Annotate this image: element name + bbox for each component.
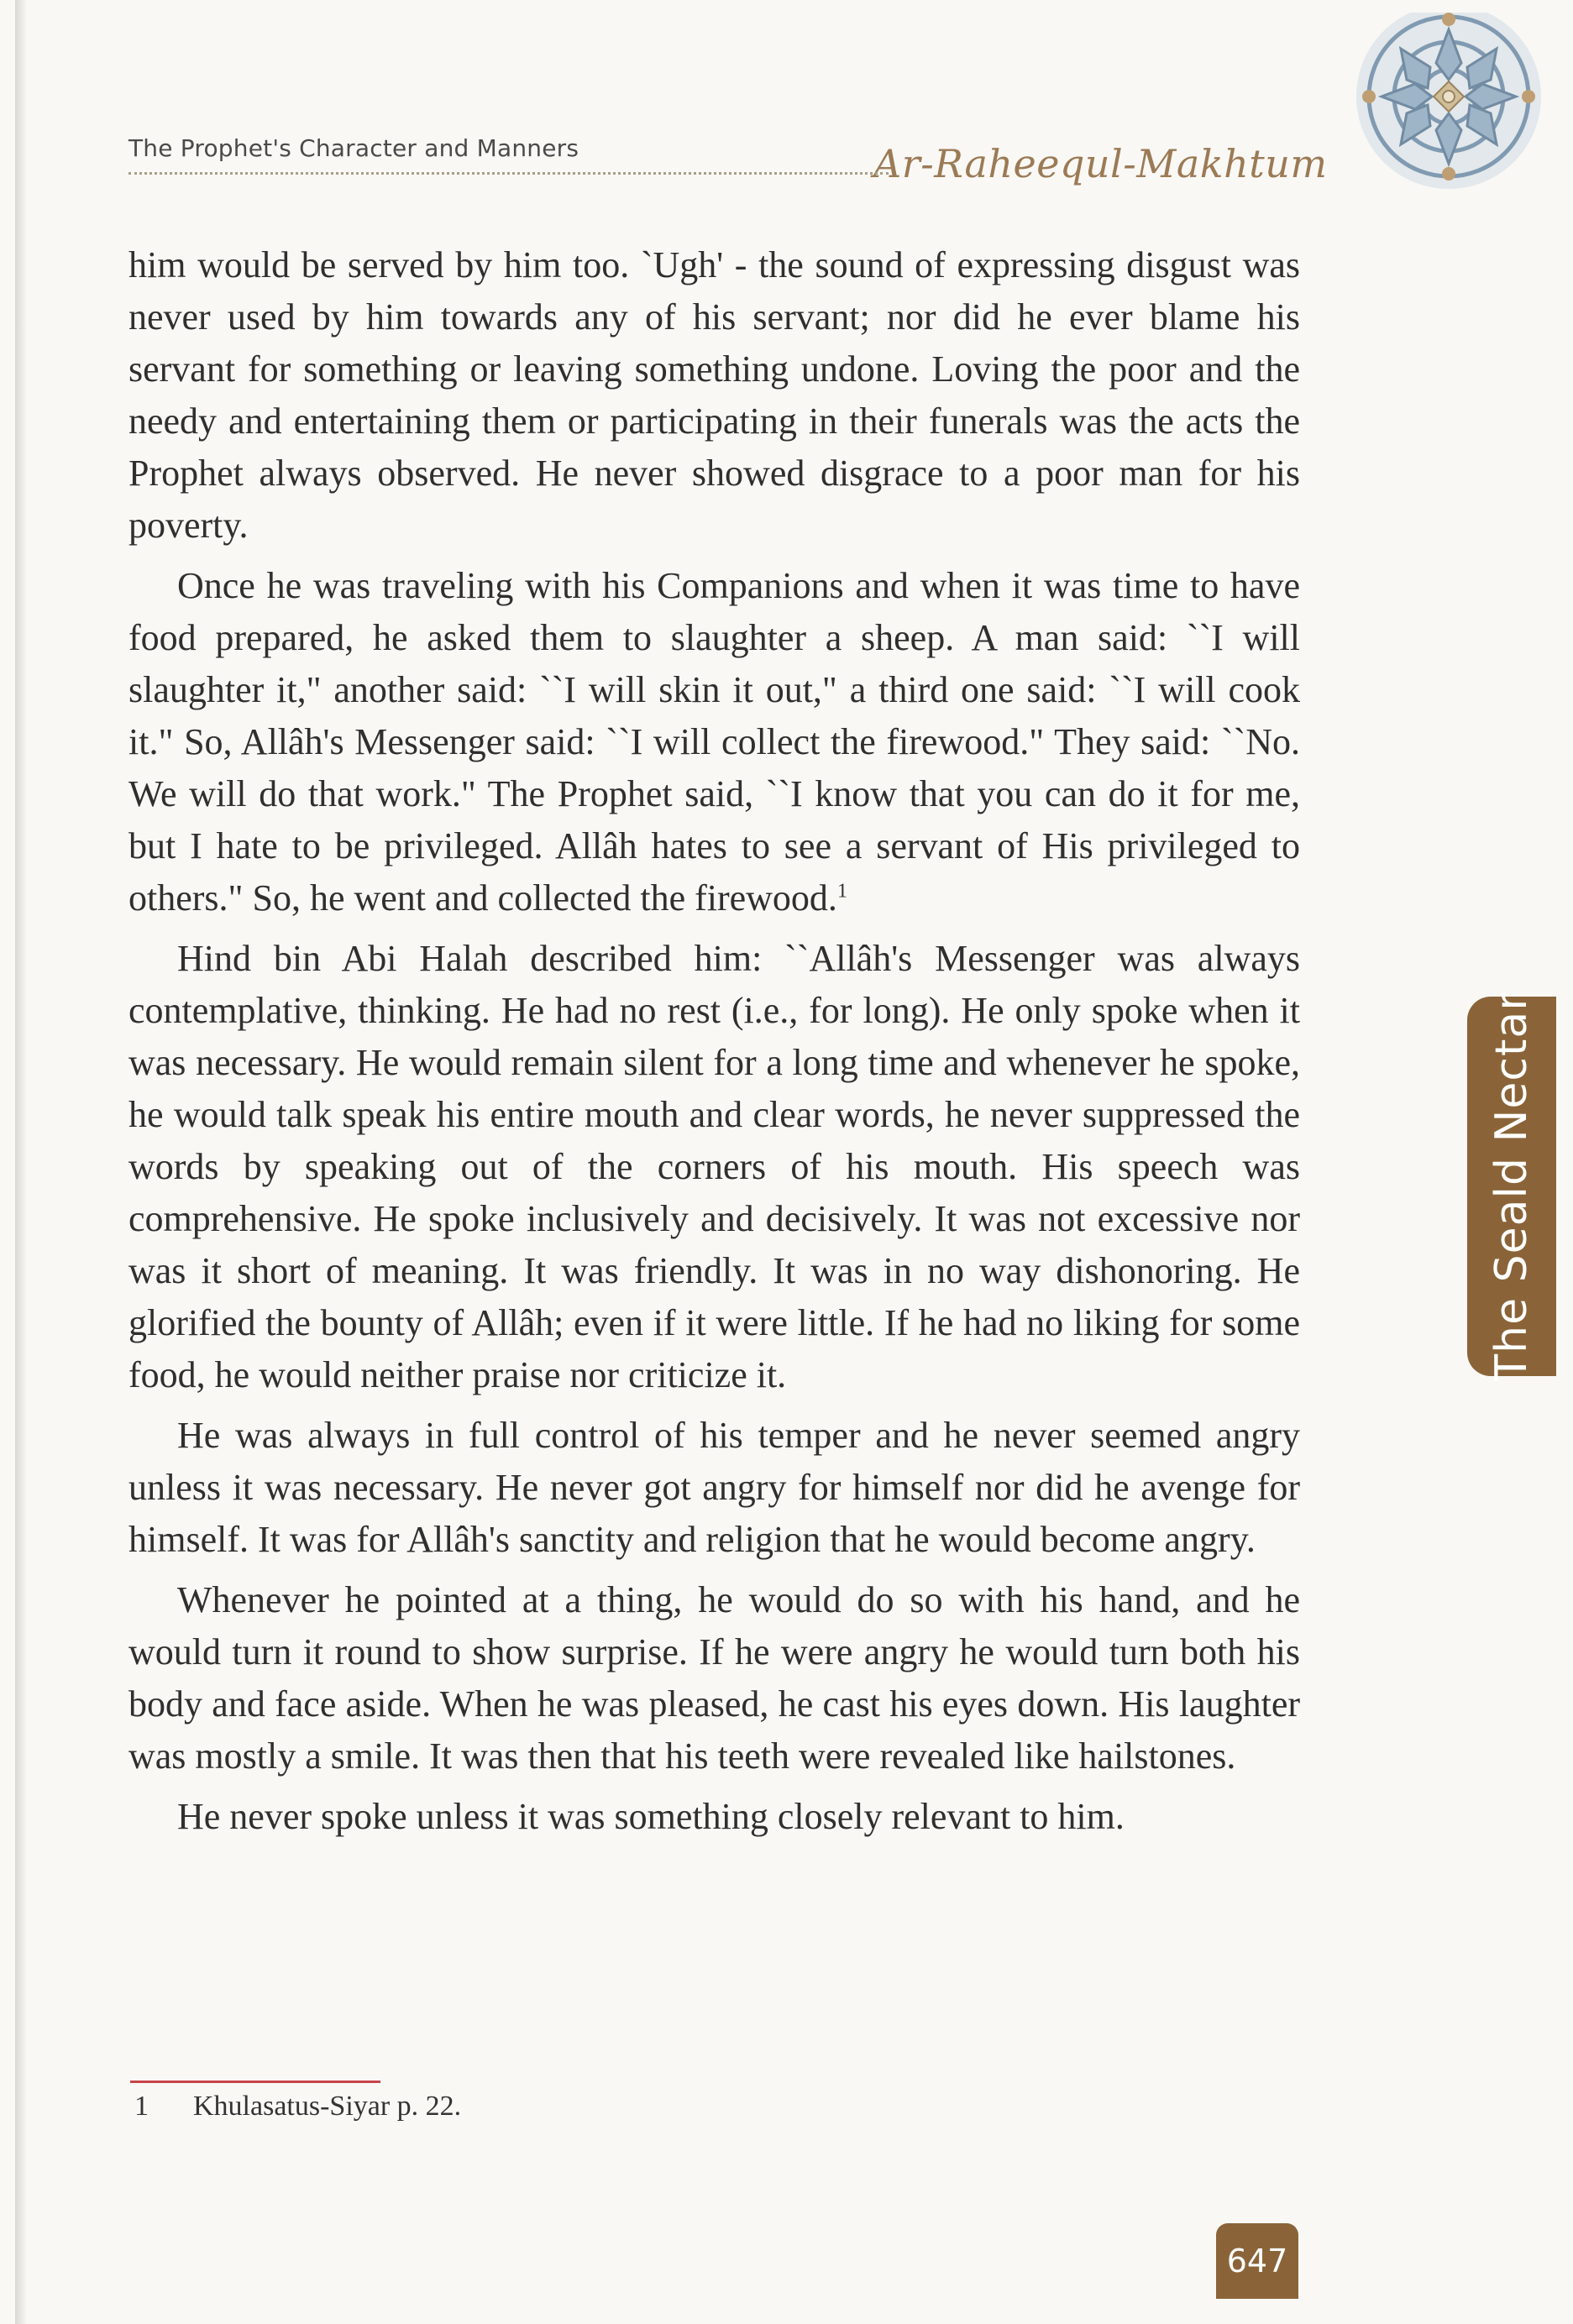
footnote-reference: 1 — [836, 880, 847, 903]
side-tab — [1467, 992, 1556, 1381]
paragraph-5: Whenever he pointed at a thing, he would do so with his hand, and he would turn it round to show surprise. If he were angry he would turn both his body and face aside. When he was pleased, he cast his eyes down. His laughter was mostly a smile. It was then that his teeth were revealed like hailstones. — [128, 1579, 1300, 1777]
page-binding-shadow — [15, 0, 27, 2324]
paragraph-2 — [128, 560, 1300, 924]
running-header-book-title: Ar-Raheequl-Makhtum — [873, 141, 1328, 186]
footnote-rule — [130, 2081, 380, 2083]
paragraph-3: Hind bin Abi Halah described him: ``Allâh's Messenger was always contemplative, thinking. He had no rest (i.e., for long). He only spoke when it was necessary. He would remain silent for a long time and whenever he spoke, he would talk speak his entire mouth and clear words, he never suppressed the words by speaking out of the corners of his mouth. His speech was comprehensive. He spoke inclusively and decisively. It was not excessive nor was it short of meaning. It was friendly. It was in no way dishonoring. He glorified the bounty of Allâh; even if it were little. If he had no liking for some food, he would neither praise nor criticize it. — [128, 938, 1300, 1395]
footnote-text: Khulasatus-Siyar p. 22. — [193, 2091, 462, 2122]
header-dotted-rule — [128, 172, 889, 175]
side-tab-label: The Seald Nectar — [1486, 992, 1537, 1381]
paragraph-4: He was always in full control of his temper and he never seemed angry unless it was necessary. He never got angry for himself nor did he avenge for himself. It was for Allâh's sanctity and religion that he would become angry. — [128, 1415, 1300, 1560]
arabesque-rosette-icon — [1344, 13, 1554, 206]
page-number: 647 — [1216, 2223, 1298, 2299]
paragraph-1: him would be served by him too. `Ugh' - the sound of expressing disgust was never used by him towards any of his servant; nor did he ever blame his servant for something or leaving something undone. Loving the poor and the needy and entertaining them or participating in their funerals was the acts the Prophet always observed. He never showed disgrace to a poor man for his poverty. — [128, 244, 1300, 546]
paragraph-2-text: Once he was traveling with his Companions and when it was time to have food prepared, he asked them to slaughter a sheep. A man said: ``I will slaughter it," another said: ``I will skin it out," a third one said: ``I will cook it." So, Allâh's Messenger said: ``I will collect the firewood." They said: ``No. We will do that work." The Prophet said, ``I know that you can do it for me, but I hate to be privileged. Allâh hates to see a servant of His privileged to others." So, he went and collected the firewood. — [128, 565, 1300, 919]
paragraph-6: He never spoke unless it was something closely relevant to him. — [177, 1796, 1125, 1837]
main-text — [128, 239, 1300, 1851]
footnote-number: 1 — [134, 2091, 149, 2122]
running-header-chapter: The Prophet's Character and Manners — [128, 134, 579, 162]
footnote — [134, 2091, 461, 2122]
